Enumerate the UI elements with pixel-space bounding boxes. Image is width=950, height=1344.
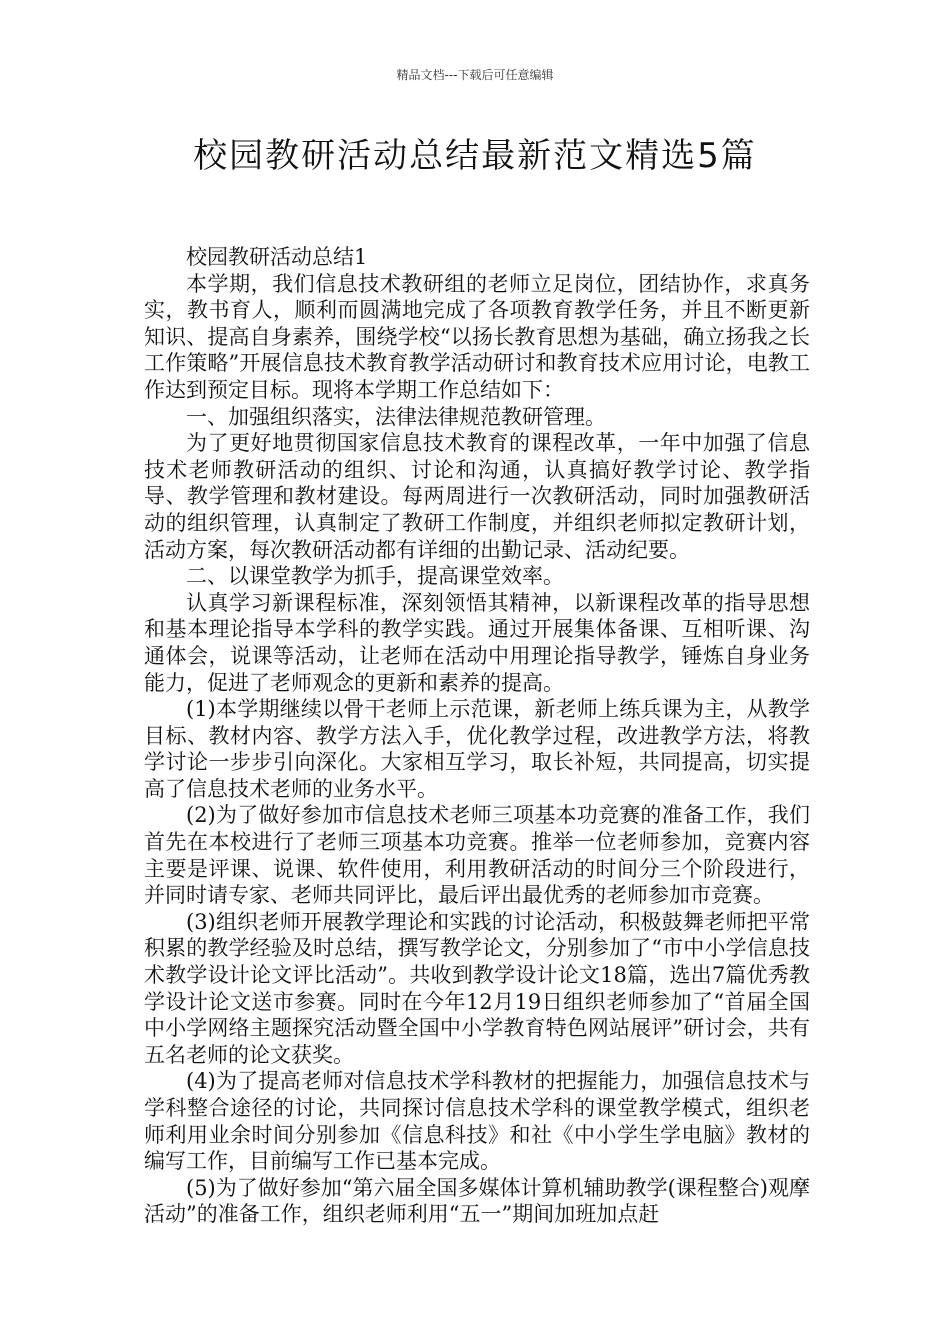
document-title: 校园教研活动总结最新范文精选5篇 — [193, 136, 757, 176]
list-item: (2)为了做好参加市信息技术老师三项基本功竞赛的准备工作，我们首先在本校进行了老师三项基本功竞赛。推举一位老师参加，竞赛内容主要是评课、说课、软件使用，利用教研活动的时间分三个阶段进行，并同时请专家、老师共同评比，最后评出最优秀的老师参加市竞赛。 — [144, 803, 810, 908]
paragraph: 本学期，我们信息技术教研组的老师立足岗位，团结协作，求真务实，教书育人，顺利而圆满地完成了各项教育教学任务，并且不断更新知识、提高自身素养，围绕学校“以扬长教育思想为基础，确立扬我之长工作策略”开展信息技术教育教学活动研讨和教育技术应用讨论，电教工作达到预定目标。现将本学期工作总结如下： — [144, 271, 810, 402]
document-body — [144, 244, 810, 1228]
list-item: (1)本学期继续以骨干老师上示范课，新老师上练兵课为主，从教学目标、教材内容、教学方法入手，优化教学过程，改进教学方法，将教学讨论一步步引向深化。大家相互学习，取长补短，共同提高，切实提高了信息技术老师的业务水平。 — [144, 697, 810, 801]
subsection-heading: 二、以课堂教学为抓手，提高课堂效率。 — [186, 564, 564, 589]
header-note: 精品文档---下载后可任意编辑 — [396, 68, 554, 82]
list-item: (4)为了提高老师对信息技术学科教材的把握能力，加强信息技术与学科整合途径的讨论，共同探讨信息技术学科的课堂教学模式，组织老师利用业余时间分别参加《信息科技》和社《中小学生学电脑》教材的编写工作，目前编写工作已基本完成。 — [144, 1069, 810, 1174]
paragraph: 认真学习新课程标准，深刻领悟其精神，以新课程改革的指导思想和基本理论指导本学科的教学实践。通过开展集体备课、互相听课、沟通体会，说课等活动，让老师在活动中用理论指导教学，锤炼自身业务能力，促进了老师观念的更新和素养的提高。 — [144, 590, 810, 695]
list-item: (3)组织老师开展教学理论和实践的讨论活动，积极鼓舞老师把平常积累的教学经验及时总结，撰写教学论文，分别参加了“市中小学信息技术教学设计论文评比活动”。共收到教学设计论文18篇，选出7篇优秀教学设计论文送市参赛。同时在今年12月19日组织老师参加了“首届全国中小学网络主题探究活动暨全国中小学教育特色网站展评”研讨会，共有五名老师的论文获奖。 — [144, 909, 810, 1067]
subsection-heading: 一、加强组织落实，法律法律规范教研管理。 — [186, 404, 606, 429]
list-item: (5)为了做好参加“第六届全国多媒体计算机辅助教学(课程整合)观摩活动”的准备工作，组织老师利用“五一”期间加班加点赶 — [144, 1175, 810, 1227]
section-heading: 校园教研活动总结1 — [186, 245, 368, 269]
paragraph: 为了更好地贯彻国家信息技术教育的课程改革，一年中加强了信息技术老师教研活动的组织、讨论和沟通，认真搞好教学讨论、教学指导、教学管理和教材建设。每两周进行一次教研活动，同时加强教研活动的组织管理，认真制定了教研工作制度，并组织老师拟定教研计划，活动方案，每次教研活动都有详细的出勤记录、活动纪要。 — [144, 431, 810, 562]
